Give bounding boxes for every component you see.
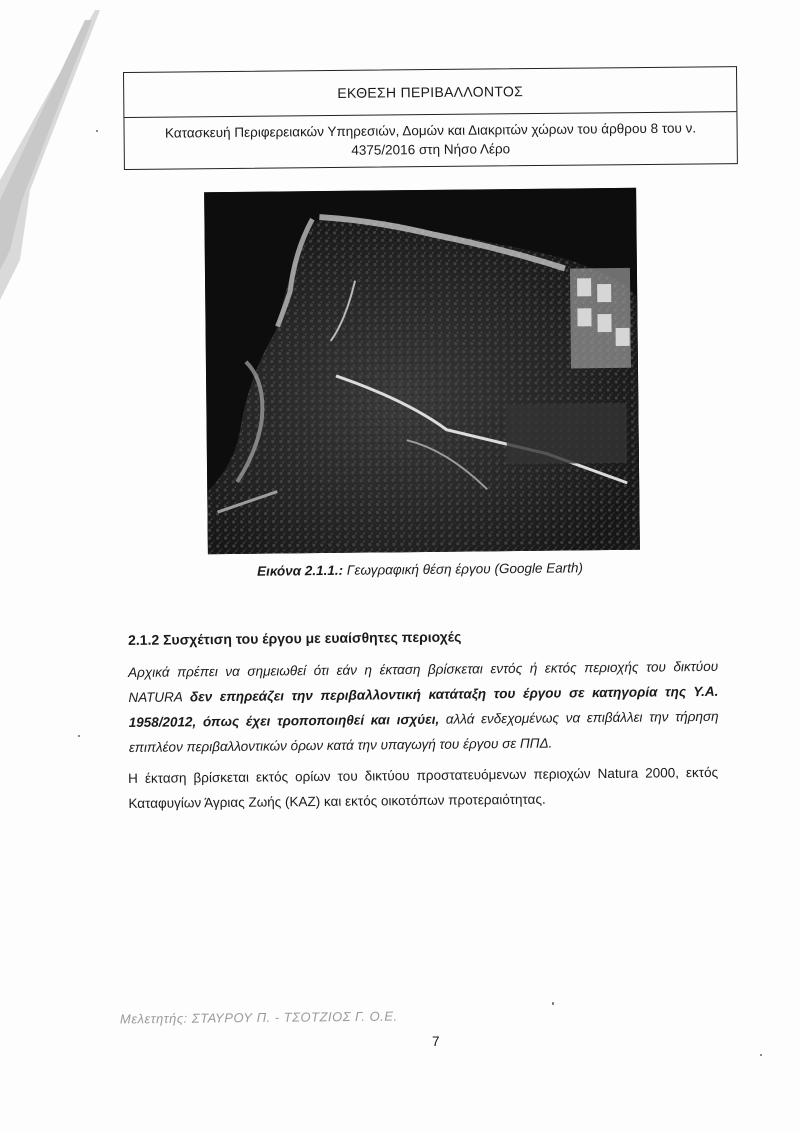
caption-text: Γεωγραφική θέση έργου (Google Earth) xyxy=(342,560,584,578)
footer-firm: Μελετητής: ΣΤΑΥΡΟΥ Π. - ΤΣΟΤΖΙΟΣ Γ. Ο.Ε. xyxy=(119,1008,398,1027)
figure-caption xyxy=(200,560,640,580)
aerial-photo xyxy=(204,188,640,555)
satellite-image xyxy=(204,188,640,555)
scan-speck xyxy=(78,735,80,737)
caption-label: Εικόνα 2.1.1.: xyxy=(256,562,344,579)
paragraph-text: Αρχικά πρέπει να σημειωθεί ότι εάν η έκταση βρίσκεται εντός ή εκτός περιοχής του δικτύου NATURA xyxy=(128,658,719,705)
section-heading: 2.1.2 Συσχέτιση του έργου με ευαίσθητες περιοχές xyxy=(128,628,462,648)
paragraph-text: αλλά ενδεχομένως να επιβάλλει την τήρηση επιπλέον περιβαλλοντικών όρων κατά την υπαγωγή του έργου σε ΠΠΔ. xyxy=(128,708,719,755)
paragraph-natura xyxy=(128,654,719,760)
paragraph-protected-areas: Η έκταση βρίσκεται εκτός ορίων του δικτύου προστατευόμενων περιοχών Natura 2000, εκτός Καταφυγίων Άγριας Ζωής (ΚΑΖ) και εκτός οικοτόπων προτεραιότητας. xyxy=(128,764,719,811)
header-box xyxy=(123,66,738,170)
scan-shadow xyxy=(0,0,110,1132)
scan-speck xyxy=(552,1002,554,1005)
scan-speck xyxy=(760,1054,762,1056)
paragraph-bold-text: δεν επηρεάζει την περιβαλλοντική κατάταξη του έργου σε κατηγορία της Υ.Α. 1958/2012, όπως έχει τροποποιηθεί και ισχύει, xyxy=(128,683,719,730)
page-number: 7 xyxy=(432,1034,440,1049)
scan-speck xyxy=(96,130,98,132)
project-subtitle: Κατασκευή Περιφερειακών Υπηρεσιών, Δομών και Διακριτών χώρων του άρθρου 8 του ν. 4375/2016 στη Νήσο Λέρο xyxy=(164,120,697,158)
document-title: ΕΚΘΕΣΗ ΠΕΡΙΒΑΛΛΟΝΤΟΣ xyxy=(124,67,736,118)
